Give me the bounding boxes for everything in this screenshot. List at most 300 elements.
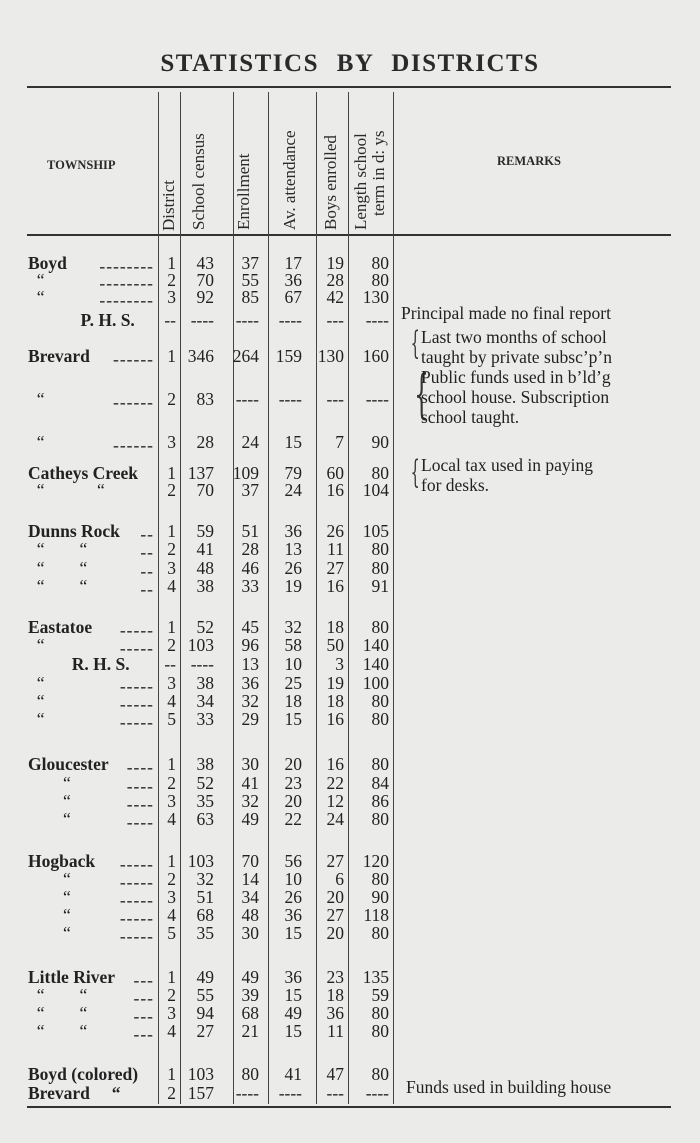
census-cell: 63	[196, 809, 214, 829]
attendance-cell: ----	[278, 1083, 302, 1103]
census-cell: ----	[190, 654, 214, 674]
term-cell: 90	[371, 887, 389, 907]
enrollment-cell: 55	[241, 270, 259, 290]
enrollment-cell: ----	[235, 310, 259, 330]
census-cell: 59	[196, 521, 214, 541]
boys-cell: ---	[326, 1083, 344, 1103]
boys-cell: 22	[326, 773, 344, 793]
attendance-cell: ----	[278, 310, 302, 330]
census-cell: 68	[196, 905, 214, 925]
table-row	[0, 869, 700, 892]
district-cell: 4	[167, 576, 176, 596]
enrollment-cell: 96	[241, 635, 259, 655]
census-cell: 55	[196, 985, 214, 1005]
enrollment-cell: 41	[241, 773, 259, 793]
attendance-cell: 32	[284, 617, 302, 637]
term-cell: 80	[371, 1021, 389, 1041]
township-cell: P. H. S.	[28, 310, 135, 330]
district-cell: 4	[167, 809, 176, 829]
table-row	[0, 482, 700, 498]
table-row	[0, 887, 700, 910]
term-cell: 105	[362, 521, 389, 541]
township-cell: Gloucester	[28, 754, 109, 774]
term-cell: ----	[365, 1083, 389, 1103]
boys-cell: 27	[326, 905, 344, 925]
township-cell: “	[28, 887, 71, 907]
term-cell: 80	[371, 1003, 389, 1023]
township-cell: “ “	[28, 539, 88, 559]
enrollment-cell: 37	[241, 253, 259, 273]
attendance-cell: 25	[284, 673, 302, 693]
boys-cell: 11	[327, 1021, 344, 1041]
enrollment-cell: 80	[241, 1064, 259, 1084]
table-row	[0, 773, 700, 796]
header-remarks: REMARKS	[497, 154, 561, 168]
attendance-cell: 26	[284, 558, 302, 578]
attendance-cell: 67	[284, 287, 302, 307]
census-cell: 346	[187, 346, 214, 366]
enrollment-cell: 30	[241, 754, 259, 774]
census-cell: 83	[196, 389, 214, 409]
boys-cell: 47	[326, 1064, 344, 1084]
boys-cell: 16	[326, 576, 344, 596]
enrollment-cell: 68	[241, 1003, 259, 1023]
census-cell: 52	[196, 617, 214, 637]
census-cell: ----	[190, 310, 214, 330]
boys-cell: 18	[326, 617, 344, 637]
remark-brevard-2-line1: Public funds used in b’ld’g	[421, 367, 611, 387]
attendance-cell: 15	[284, 709, 302, 729]
attendance-cell: 18	[284, 691, 302, 711]
township-cell: “	[28, 869, 71, 889]
term-cell: 130	[362, 287, 389, 307]
attendance-cell: 10	[284, 654, 302, 674]
district-cell: 3	[167, 673, 176, 693]
leader-dots: -----	[119, 872, 154, 892]
census-cell: 34	[196, 691, 214, 711]
census-cell: 51	[196, 887, 214, 907]
district-cell: 1	[167, 346, 176, 366]
leader-dots: -----	[119, 676, 154, 696]
enrollment-cell: 34	[241, 887, 259, 907]
census-cell: 28	[196, 432, 214, 452]
attendance-cell: 58	[284, 635, 302, 655]
leader-dots: -----	[119, 908, 154, 928]
enrollment-cell: 29	[241, 709, 259, 729]
attendance-cell: 36	[284, 967, 302, 987]
term-cell: 80	[371, 558, 389, 578]
remark-brevard-2-line3: school taught.	[421, 407, 520, 427]
col-line-term	[348, 92, 349, 1104]
header-term-length-2: term in d: ys	[369, 130, 388, 216]
term-cell: 120	[362, 851, 389, 871]
district-cell: 1	[167, 851, 176, 871]
boys-cell: 27	[326, 558, 344, 578]
district-cell: 3	[167, 287, 176, 307]
brace-icon: {	[410, 324, 420, 362]
leader-dots: ---	[133, 970, 154, 990]
term-cell: 80	[371, 809, 389, 829]
township-cell: “	[28, 389, 45, 409]
census-cell: 33	[196, 709, 214, 729]
term-cell: 80	[371, 463, 389, 483]
attendance-cell: 24	[284, 480, 302, 500]
term-cell: 80	[371, 923, 389, 943]
attendance-cell: 41	[284, 1064, 302, 1084]
boys-cell: 50	[326, 635, 344, 655]
enrollment-cell: 109	[232, 463, 259, 483]
table-row	[0, 905, 700, 928]
boys-cell: 26	[326, 521, 344, 541]
census-cell: 137	[187, 463, 214, 483]
attendance-cell: 17	[284, 253, 302, 273]
attendance-cell: ----	[278, 389, 302, 409]
leader-dots: -----	[119, 712, 154, 732]
table-row	[0, 635, 700, 658]
district-cell: 2	[167, 985, 176, 1005]
leader-dots: --------	[99, 290, 154, 310]
leader-dots: --	[140, 561, 154, 581]
leader-dots: -----	[119, 638, 154, 658]
leader-dots: -----	[119, 620, 154, 640]
table-row	[0, 270, 700, 293]
township-cell: Hogback	[28, 851, 100, 871]
attendance-cell: 15	[284, 1021, 302, 1041]
term-cell: ----	[365, 389, 389, 409]
district-cell: 3	[167, 791, 176, 811]
boys-cell: 36	[326, 1003, 344, 1023]
township-cell: R. H. S.	[28, 654, 130, 674]
boys-cell: 27	[326, 851, 344, 871]
township-cell: “ “	[28, 985, 88, 1005]
district-cell: 1	[167, 1064, 176, 1084]
table-row	[0, 985, 700, 1008]
enrollment-cell: ----	[235, 389, 259, 409]
enrollment-cell: ----	[235, 1083, 259, 1103]
census-cell: 103	[187, 635, 214, 655]
district-cell: 1	[167, 617, 176, 637]
col-line-enrollment	[233, 92, 234, 1104]
township-cell: “	[28, 635, 45, 655]
attendance-cell: 15	[284, 985, 302, 1005]
brace-icon: {	[414, 365, 429, 425]
boys-cell: ---	[326, 389, 344, 409]
header-boys-enrolled: Boys enrolled	[321, 135, 340, 230]
district-cell: 2	[167, 1083, 176, 1103]
enrollment-cell: 13	[241, 654, 259, 674]
attendance-cell: 56	[284, 851, 302, 871]
enrollment-cell: 14	[241, 869, 259, 889]
term-cell: 140	[362, 635, 389, 655]
boys-cell: 130	[317, 346, 344, 366]
table-row	[0, 656, 700, 672]
leader-dots: ----	[126, 812, 154, 832]
boys-cell: 18	[326, 691, 344, 711]
term-cell: 91	[371, 576, 389, 596]
term-cell: 86	[371, 791, 389, 811]
census-cell: 43	[196, 253, 214, 273]
township-cell: Brevard	[28, 346, 95, 366]
brace-icon: {	[410, 453, 420, 491]
attendance-cell: 20	[284, 754, 302, 774]
leader-dots: ----	[126, 794, 154, 814]
term-cell: 135	[362, 967, 389, 987]
enrollment-cell: 37	[241, 480, 259, 500]
term-cell: 80	[371, 754, 389, 774]
table-row	[0, 1003, 700, 1026]
district-cell: 1	[167, 967, 176, 987]
table-row	[0, 923, 700, 946]
district-cell: 1	[167, 253, 176, 273]
header-term-length-1: Length school	[351, 133, 370, 230]
census-cell: 49	[196, 967, 214, 987]
enrollment-cell: 45	[241, 617, 259, 637]
district-cell: 2	[167, 773, 176, 793]
boys-cell: 20	[326, 887, 344, 907]
census-cell: 27	[196, 1021, 214, 1041]
table-row	[0, 465, 700, 481]
census-cell: 70	[196, 480, 214, 500]
col-line-remarks	[393, 92, 394, 1104]
bottom-rule	[27, 1106, 671, 1108]
township-cell: Little River	[28, 967, 115, 987]
term-cell: 160	[362, 346, 389, 366]
district-cell: 2	[167, 270, 176, 290]
census-cell: 157	[187, 1083, 214, 1103]
attendance-cell: 36	[284, 270, 302, 290]
census-cell: 41	[196, 539, 214, 559]
top-rule	[27, 86, 671, 88]
header-enrollment: Enrollment	[234, 153, 253, 230]
table-row	[0, 851, 700, 874]
district-cell: 3	[167, 558, 176, 578]
attendance-cell: 79	[284, 463, 302, 483]
district-cell: 3	[167, 887, 176, 907]
township-cell: “ “	[28, 480, 105, 500]
term-cell: 80	[371, 253, 389, 273]
table-row	[0, 791, 700, 814]
enrollment-cell: 85	[241, 287, 259, 307]
enrollment-cell: 48	[241, 905, 259, 925]
attendance-cell: 159	[275, 346, 302, 366]
leader-dots: ---	[133, 1024, 154, 1044]
leader-dots: -----	[119, 694, 154, 714]
district-cell: 3	[167, 432, 176, 452]
leader-dots: --------	[99, 256, 154, 276]
boys-cell: 18	[326, 985, 344, 1005]
remark-phs: Principal made no final report	[401, 303, 611, 323]
boys-cell: 7	[335, 432, 344, 452]
leader-dots: ----	[126, 757, 154, 777]
township-cell: Boyd (colored)	[28, 1064, 139, 1084]
leader-dots: -----	[119, 854, 154, 874]
township-cell: “ “	[28, 576, 88, 596]
district-cell: 1	[167, 521, 176, 541]
col-line-attendance	[268, 92, 269, 1104]
boys-cell: 28	[326, 270, 344, 290]
attendance-cell: 23	[284, 773, 302, 793]
page-title: STATISTICS BY DISTRICTS	[160, 50, 540, 77]
table-row	[0, 432, 700, 455]
col-line-census	[180, 92, 181, 1104]
township-cell: “	[28, 691, 45, 711]
census-cell: 35	[196, 791, 214, 811]
boys-cell: 24	[326, 809, 344, 829]
boys-cell: 19	[326, 673, 344, 693]
township-cell: Brevard “	[28, 1083, 121, 1103]
col-line-district	[158, 92, 159, 1104]
term-cell: 100	[362, 673, 389, 693]
col-line-boys	[316, 92, 317, 1104]
table-row	[0, 539, 700, 562]
census-cell: 32	[196, 869, 214, 889]
boys-cell: 16	[326, 754, 344, 774]
enrollment-cell: 24	[241, 432, 259, 452]
boys-cell: 60	[326, 463, 344, 483]
attendance-cell: 49	[284, 1003, 302, 1023]
district-cell: 2	[167, 389, 176, 409]
leader-dots: --	[140, 542, 154, 562]
township-cell: Eastatoe	[28, 617, 97, 637]
header-township: TOWNSHIP	[47, 158, 116, 172]
remark-catheys-line2: for desks.	[421, 475, 490, 495]
enrollment-cell: 32	[241, 691, 259, 711]
term-cell: 80	[371, 709, 389, 729]
township-cell: “	[28, 791, 71, 811]
leader-dots: ------	[113, 392, 154, 412]
township-cell: “	[28, 287, 45, 307]
term-cell: 140	[362, 654, 389, 674]
table-row	[0, 521, 700, 544]
boys-cell: 3	[335, 654, 344, 674]
table-row	[0, 754, 700, 777]
district-cell: 4	[167, 691, 176, 711]
enrollment-cell: 46	[241, 558, 259, 578]
district-cell: 1	[167, 754, 176, 774]
district-cell: 3	[167, 1003, 176, 1023]
attendance-cell: 22	[284, 809, 302, 829]
attendance-cell: 10	[284, 869, 302, 889]
leader-dots: ----	[126, 776, 154, 796]
leader-dots: ---	[133, 988, 154, 1008]
attendance-cell: 15	[284, 432, 302, 452]
census-cell: 70	[196, 270, 214, 290]
term-cell: 80	[371, 539, 389, 559]
remark-catheys-line1: Local tax used in paying	[421, 455, 594, 475]
census-cell: 38	[196, 673, 214, 693]
enrollment-cell: 21	[241, 1021, 259, 1041]
term-cell: 80	[371, 617, 389, 637]
leader-dots: --	[140, 579, 154, 599]
term-cell: 59	[371, 985, 389, 1005]
table-row	[0, 967, 700, 990]
boys-cell: 12	[326, 791, 344, 811]
term-cell: 80	[371, 1064, 389, 1084]
boys-cell: 42	[326, 287, 344, 307]
boys-cell: ---	[326, 310, 344, 330]
township-cell: Boyd	[28, 253, 72, 273]
township-cell: “	[28, 432, 45, 452]
census-cell: 35	[196, 923, 214, 943]
attendance-cell: 36	[284, 905, 302, 925]
attendance-cell: 19	[284, 576, 302, 596]
township-cell: “	[28, 923, 71, 943]
enrollment-cell: 36	[241, 673, 259, 693]
township-cell: “	[28, 773, 71, 793]
district-cell: --	[164, 654, 176, 674]
district-cell: 1	[167, 463, 176, 483]
district-cell: 4	[167, 905, 176, 925]
term-cell: 80	[371, 691, 389, 711]
enrollment-cell: 33	[241, 576, 259, 596]
term-cell: 118	[363, 905, 389, 925]
remark-brevard-1-line2: taught by private subsc’p’n	[421, 347, 612, 367]
attendance-cell: 36	[284, 521, 302, 541]
township-cell: “	[28, 709, 45, 729]
census-cell: 92	[196, 287, 214, 307]
table-row	[0, 558, 700, 581]
district-cell: 4	[167, 1021, 176, 1041]
leader-dots: -----	[119, 926, 154, 946]
term-cell: 80	[371, 869, 389, 889]
census-cell: 52	[196, 773, 214, 793]
leader-dots: --	[140, 524, 154, 544]
term-cell: 84	[371, 773, 389, 793]
leader-dots: ---	[133, 1006, 154, 1026]
township-cell: “ “	[28, 558, 88, 578]
header-av-attendance: Av. attendance	[280, 130, 299, 230]
district-cell: 2	[167, 480, 176, 500]
term-cell: 90	[371, 432, 389, 452]
census-cell: 38	[196, 576, 214, 596]
attendance-cell: 13	[284, 539, 302, 559]
enrollment-cell: 49	[241, 967, 259, 987]
district-cell: 2	[167, 869, 176, 889]
table-row	[0, 709, 700, 732]
enrollment-cell: 51	[241, 521, 259, 541]
district-cell: 5	[167, 709, 176, 729]
table-row	[0, 253, 700, 276]
leader-dots: ------	[113, 435, 154, 455]
leader-dots: --------	[99, 273, 154, 293]
term-cell: 104	[362, 480, 389, 500]
township-cell: “	[28, 905, 71, 925]
census-cell: 103	[187, 851, 214, 871]
boys-cell: 19	[326, 253, 344, 273]
table-row	[0, 617, 700, 640]
enrollment-cell: 28	[241, 539, 259, 559]
enrollment-cell: 264	[232, 346, 259, 366]
header-school-census: School census	[189, 133, 208, 230]
enrollment-cell: 30	[241, 923, 259, 943]
table-row	[0, 673, 700, 696]
table-row	[0, 809, 700, 832]
remark-brevard-1-line1: Last two months of school	[421, 327, 607, 347]
table-row	[0, 1021, 700, 1044]
enrollment-cell: 70	[241, 851, 259, 871]
township-cell: “	[28, 673, 45, 693]
district-cell: 5	[167, 923, 176, 943]
table-row	[0, 691, 700, 714]
township-cell: “	[28, 809, 71, 829]
boys-cell: 16	[326, 480, 344, 500]
attendance-cell: 20	[284, 791, 302, 811]
township-cell: “ “	[28, 1003, 88, 1023]
leader-dots: ------	[113, 349, 154, 369]
attendance-cell: 15	[284, 923, 302, 943]
census-cell: 103	[187, 1064, 214, 1084]
enrollment-cell: 39	[241, 985, 259, 1005]
